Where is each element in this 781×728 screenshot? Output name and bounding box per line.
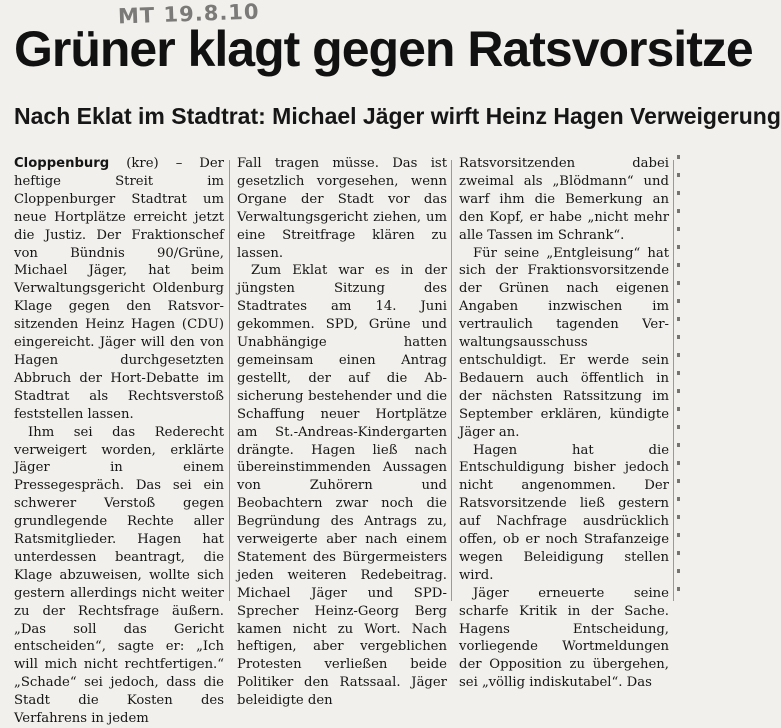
column-divider bbox=[229, 160, 230, 601]
paragraph: Jäger erneuerte seine scharfe Kritik in der Sache. Hagens Entscheidung, vorliegende Wortmeldungen der Opposition zu übergehen, sei „völlig indiskutabel“. Das bbox=[459, 585, 669, 691]
article-column-4-edge bbox=[677, 155, 680, 601]
paragraph: Fall tragen müsse. Das ist gesetzlich vorgesehen, wenn Organe der Stadt vor das Verwaltungsgericht ziehen, um eine Streitfrage klären zu lassen. bbox=[237, 156, 447, 261]
column-divider bbox=[451, 160, 452, 601]
paragraph: Für seine „Entgleisung“ hat sich der Fraktionsvorsitzende der Grünen nach eigenen Angaben inzwischen im vertraulich tagenden Verwaltungsausschuss entschuldigt. Er werde sein Bedauern auch öffentlich in der nächsten Ratssitzung im September erklären, kündigte Jäger an. bbox=[459, 245, 669, 440]
paragraph-text: (kre) – Der heftige Streit im Cloppenburger Stadtrat um neue Hortplätze erreicht jetzt die Justiz. Der Fraktionschef von Bündnis 90/Grüne, Michael Jäger, hat beim Verwaltungsgericht Oldenburg Klage gegen den Ratsvorsitzenden Heinz Hagen (CDU) eingereicht. Jäger will den von Hagen durchgesetzten Abbruch der Hort-Debatte im Stadtrat als Rechtsverstoß feststellen lassen. bbox=[14, 156, 224, 422]
article-column-1 bbox=[14, 155, 224, 727]
dateline-location: Cloppenburg bbox=[14, 156, 110, 171]
handwritten-date-note: MT 19.8.10 bbox=[117, 0, 260, 29]
article-column-3 bbox=[459, 155, 669, 691]
paragraph: Ratsvorsitzenden dabei zweimal als „Blödmann“ und warf ihm die Bemerkung an den Kopf, er habe „nicht mehr alle Tassen im Schrank“. bbox=[459, 156, 669, 243]
article-column-2 bbox=[237, 155, 447, 709]
paragraph bbox=[14, 155, 224, 424]
headline: Grüner klagt gegen Ratsvorsitze bbox=[14, 21, 753, 77]
subheadline: Nach Eklat im Stadtrat: Michael Jäger wirft Heinz Hagen Verweigerung bbox=[14, 103, 781, 129]
paragraph: Zum Eklat war es in der jüngsten Sitzung des Stadtrates am 14. Juni gekommen. SPD, Grüne und Unabhängige hatten gemeinsam einen Antrag gestellt, der auf die Absicherung bestehender und die Schaffung neuer Hortplätze am St.-Andreas-Kindergarten drängte. Hagen ließ nach übereinstimmenden Aussagen von Zuhörern und Beobachtern zwar noch die Begründung des Antrags zu, verweigerte aber nach einem Statement des Bürgermeisters jeden weiteren Redebeitrag. Michael Jäger und SPD-Sprecher Heinz-Georg Berg kamen nicht zu Wort. Nach heftigen, aber vergeblichen Protesten verließen beide Politiker den Ratssaal. Jäger beleidigte den bbox=[237, 263, 447, 709]
paragraph: Hagen hat die Entschuldigung bisher jedoch nicht angenommen. Der Ratsvorsitzende ließ gestern auf Nachfrage ausdrücklich offen, ob er noch Strafanzeige wegen Beleidigung stellen wird. bbox=[459, 442, 669, 583]
paragraph: Ihm sei das Rederecht verweigert worden, erklärte Jäger in einem Pressegespräch. Das sei ein schwerer Verstoß gegen grundlegende Rechte aller Ratsmitglieder. Hagen hat unterdessen beantragt, die Klage abzuweisen, wollte sich gestern allerdings nicht weiter zu der Rechtsfrage äußern. „Das soll das Gericht entscheiden“, sagte er: „Ich will mich nicht rechtfertigen.“ „Schade“ sei jedoch, dass die Stadt die Kosten des Verfahrens in jedem bbox=[14, 424, 224, 727]
column-divider bbox=[673, 160, 674, 601]
